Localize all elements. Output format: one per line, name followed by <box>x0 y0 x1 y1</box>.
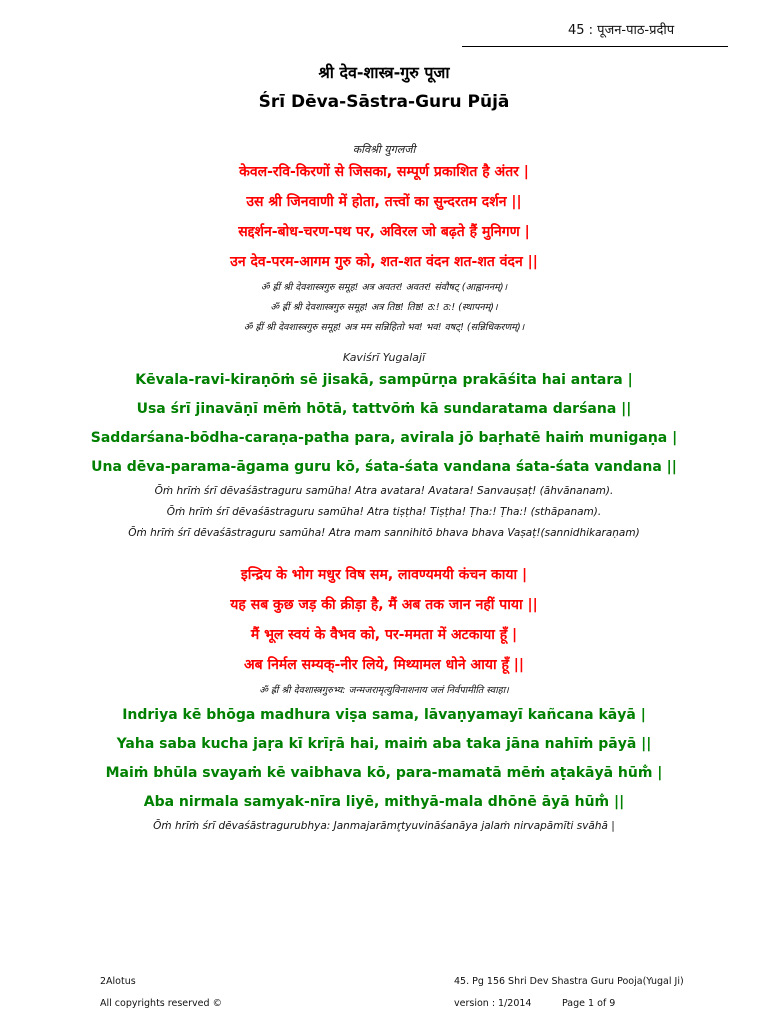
mantra-roman-line: Ōṁ hrīṁ śrī dēvaśāstraguru samūha! Atra avatara! Avatara! Sanvauṣaṭ! (āhvānanam). <box>154 485 614 497</box>
verse-hindi-line: उन देव-परम-आगम गुरु को, शत-शत वंदन शत-शत वंदन || <box>230 254 538 270</box>
poet-roman: Kaviśrī Yugalajī <box>342 351 426 364</box>
verse-roman-line: Kēvala-ravi-kiraṇōṁ sē jisakā, sampūrṇa prakāśita hai antara | <box>135 372 633 388</box>
title-roman: Śrī Dēva-Sāstra-Guru Pūjā <box>258 92 510 112</box>
mantra-roman-line: Ōṁ hrīṁ śrī dēvaśāstraguru samūha! Atra mam sannihitō bhava bhava Vaṣaṭ!(sannidhikaraṇam) <box>128 527 640 539</box>
poet-hindi: कविश्री युगलजी <box>352 143 416 156</box>
footer-document-ref: 45. Pg 156 Shri Dev Shastra Guru Pooja(Yugal Ji) <box>454 976 684 987</box>
footer-copyright: All copyrights reserved © <box>100 998 223 1009</box>
verse-roman-line: Yaha saba kucha jaṛa kī krīṛā hai, maiṁ aba taka jāna nahīṁ pāyā || <box>116 736 652 752</box>
mantra-hindi-line: ॐ ह्रीं श्री देवशास्त्रगुरु समूह! अत्र मम सन्निहितो भव! भव! वषट्! (सन्निधिकरणम्)। <box>243 322 525 333</box>
mantra-hindi-line: ॐ ह्रीं श्री देवशास्त्रगुरु समूह! अत्र तिष्ठ! तिष्ठ! ठ:! ठ:! (स्थापनम्)। <box>270 302 498 313</box>
mantra-hindi-line: ॐ ह्रीं श्री देवशास्त्रगुरुभ्य: जन्मजरामृत्युविनाशनाय जलं निर्वपामीति स्वाहा। <box>259 685 509 696</box>
page-footer <box>0 970 768 1024</box>
header-rule <box>462 46 728 47</box>
verse-roman-line: Maiṁ bhūla svayaṁ kē vaibhava kō, para-mamatā mēṁ aṭakāyā hūm̐ | <box>105 765 663 781</box>
verse-roman-line: Saddarśana-bōdha-caraṇa-patha para, avirala jō baṛhatē haiṁ munigaṇa | <box>90 430 678 446</box>
page-header <box>0 0 768 60</box>
verse-hindi-line: इन्द्रिय के भोग मधुर विष सम, लावण्यमयी कंचन काया | <box>240 567 528 583</box>
footer-page-number: Page 1 of 9 <box>562 998 616 1009</box>
mantra-roman-line: Ōṁ hrīṁ śrī dēvaśāstraguru samūha! Atra tiṣṭha! Tiṣṭha! Ṭha:! Ṭha:! (sthāpanam). <box>166 506 602 518</box>
verse-hindi-line: केवल-रवि-किरणों से जिसका, सम्पूर्ण प्रकाशित है अंतर | <box>239 164 529 180</box>
verse-hindi-line: अब निर्मल सम्यक्-नीर लिये, मिथ्यामल धोने आया हूँ || <box>243 657 525 673</box>
verse-roman-line: Indriya kē bhōga madhura viṣa sama, lāvaṇyamayī kañcana kāyā | <box>122 707 646 723</box>
verse-hindi-line: मैं भूल स्वयं के वैभव को, पर-ममता में अटकाया हूँ | <box>250 627 518 643</box>
document-body <box>0 62 768 834</box>
verse-roman-line: Usa śrī jinavāṇī mēṁ hōtā, tattvōṁ kā sundaratama darśana || <box>136 401 632 417</box>
mantra-hindi-line: ॐ ह्रीं श्री देवशास्त्रगुरु समूह! अत्र अवतर! अवतर! संवौषट् (आह्वाननम्)। <box>260 282 508 293</box>
verse-roman-line: Aba nirmala samyak-nīra liyē, mithyā-mala dhōnē āyā hūm̐ || <box>143 794 625 810</box>
mantra-roman-line: Ōṁ hrīṁ śrī dēvaśāstragurubhya: Janmajarāmr̥tyuvināśanāya jalaṁ nirvapāmīti svāhā | <box>153 820 615 832</box>
footer-version: version : 1/2014 <box>454 998 532 1009</box>
verse-hindi-line: सद्दर्शन-बोध-चरण-पथ पर, अविरल जो बढ़ते हैं मुनिगण | <box>238 224 530 240</box>
verse-hindi-line: यह सब कुछ जड़ की क्रीड़ा है, मैं अब तक जान नहीं पाया || <box>230 597 538 613</box>
title-hindi: श्री देव-शास्त्र-गुरु पूजा <box>318 63 450 82</box>
header-title: 45 : पूजन-पाठ-प्रदीप <box>568 23 675 38</box>
verse-hindi-line: उस श्री जिनवाणी में होता, तत्त्वों का सुन्दरतम दर्शन || <box>246 194 522 210</box>
footer-publisher: 2Alotus <box>100 976 136 987</box>
verse-roman-line: Una dēva-parama-āgama guru kō, śata-śata vandana śata-śata vandana || <box>91 459 677 475</box>
